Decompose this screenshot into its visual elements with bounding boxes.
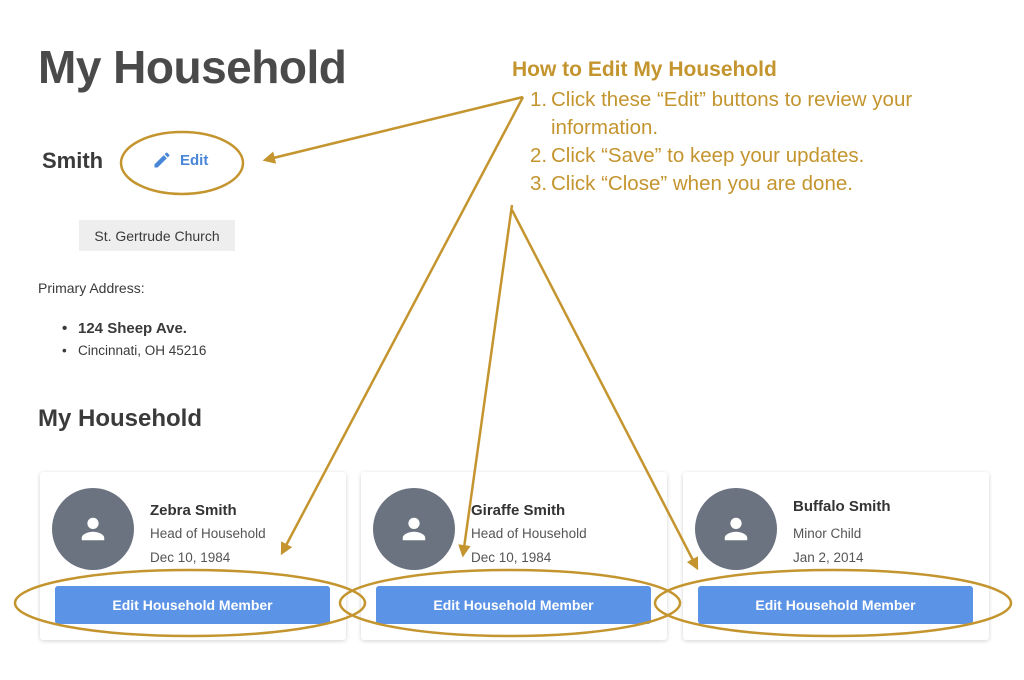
avatar bbox=[695, 488, 777, 570]
member-role: Head of Household bbox=[150, 526, 266, 541]
member-card bbox=[361, 472, 667, 640]
person-icon bbox=[399, 514, 429, 544]
primary-address-label: Primary Address: bbox=[38, 280, 145, 296]
step-text: Click “Close” when you are done. bbox=[551, 172, 853, 195]
step-number: 3. bbox=[530, 172, 548, 195]
guide-title: How to Edit My Household bbox=[512, 58, 777, 81]
household-name: Smith bbox=[42, 148, 104, 173]
annotation-arrow bbox=[265, 97, 523, 160]
page-title: My Household bbox=[38, 41, 347, 93]
member-birthdate: Dec 10, 1984 bbox=[471, 550, 552, 565]
member-card bbox=[683, 472, 989, 640]
step-number: 2. bbox=[530, 144, 548, 167]
member-card bbox=[40, 472, 346, 640]
guide-step bbox=[530, 142, 1020, 170]
address-list bbox=[62, 320, 206, 358]
church-tag: St. Gertrude Church bbox=[79, 220, 235, 251]
edit-member-button[interactable]: Edit Household Member bbox=[376, 586, 651, 624]
edit-label: Edit bbox=[180, 151, 209, 169]
edit-household-button[interactable] bbox=[152, 150, 208, 170]
member-role: Minor Child bbox=[793, 526, 862, 541]
pencil-icon bbox=[152, 150, 172, 170]
member-birthdate: Dec 10, 1984 bbox=[150, 550, 231, 565]
member-name: Zebra Smith bbox=[150, 502, 237, 519]
person-icon bbox=[721, 514, 751, 544]
member-name: Buffalo Smith bbox=[793, 498, 891, 515]
guide-steps bbox=[530, 86, 1020, 198]
household-section-title: My Household bbox=[38, 405, 203, 432]
member-birthdate: Jan 2, 2014 bbox=[793, 550, 864, 565]
edit-member-button[interactable]: Edit Household Member bbox=[698, 586, 973, 624]
avatar bbox=[373, 488, 455, 570]
address-city: • Cincinnati, OH 45216 bbox=[62, 343, 206, 358]
member-role: Head of Household bbox=[471, 526, 587, 541]
person-icon bbox=[78, 514, 108, 544]
guide-step bbox=[530, 86, 1020, 142]
step-number: 1. bbox=[530, 88, 548, 111]
step-text: Click “Save” to keep your updates. bbox=[551, 144, 865, 167]
avatar bbox=[52, 488, 134, 570]
edit-member-button[interactable]: Edit Household Member bbox=[55, 586, 330, 624]
address-street: • 124 Sheep Ave. bbox=[62, 320, 206, 337]
member-name: Giraffe Smith bbox=[471, 502, 566, 519]
step-text: Click these “Edit” buttons to review your information. bbox=[551, 88, 913, 139]
guide-step bbox=[530, 170, 1020, 198]
